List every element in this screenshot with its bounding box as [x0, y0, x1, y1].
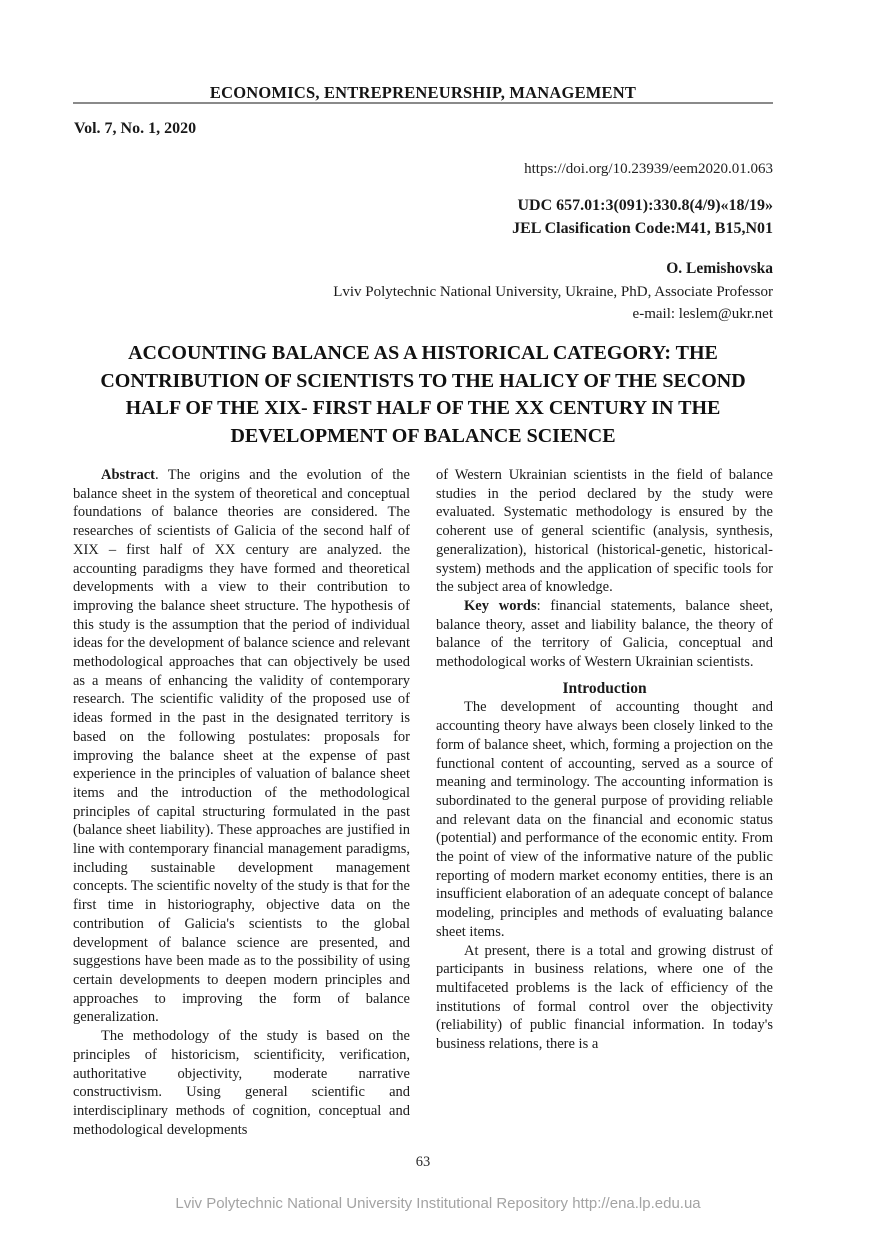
udc-code: UDC 657.01:3(091):330.8(4/9)«18/19»: [517, 197, 773, 214]
header-rule: [73, 102, 773, 104]
keywords-text: : financial statements, balance sheet, balance theory, asset and liability balance, the theory of balance of the territory of Galicia, conceptual and methodological works of Western Ukrainian scientists.: [436, 597, 773, 671]
journal-header: ECONOMICS, ENTREPRENEURSHIP, MANAGEMENT: [209, 83, 637, 102]
left-column: [73, 466, 410, 1139]
author-email: e-mail: leslem@ukr.net: [632, 306, 773, 322]
methodology-paragraph: The methodology of the study is based on the principles of historicism, scientificity, verification, authoritative objectivity, moderate narrative constructivism. Using general scientific and interdisciplinary methods of cognition, conceptual and methodological developments: [73, 1028, 410, 1138]
introduction-paragraph-2: At present, there is a total and growing distrust of participants in business relations, where one of the multifaceted problems is the lack of efficiency of the institutions of formal control over the objectivity (reliability) of public financial information. In today's business relations, there is a: [436, 942, 773, 1053]
author-name: O. Lemishovska: [666, 260, 773, 277]
body-columns: [73, 466, 773, 1139]
jel-code: JEL Clasification Code:M41, B15,N01: [512, 220, 773, 237]
right-column: [436, 466, 773, 1139]
abstract-paragraph: [73, 466, 410, 1027]
page-number: 63: [415, 1154, 431, 1170]
doi-link-text: https://doi.org/10.23939/eem2020.01.063: [524, 161, 773, 177]
classification-block: [73, 194, 773, 240]
article-title: ACCOUNTING BALANCE AS A HISTORICAL CATEGORY: THE CONTRIBUTION OF SCIENTISTS TO THE HALICY OF THE SECOND HALF OF THE XIX- FIRST HALF OF THE XX CENTURY IN THE DEVELOPMENT OF BALANCE SCIENCE: [100, 342, 746, 447]
author-affiliation: Lviv Polytechnic National University, Ukraine, PhD, Associate Professor: [333, 283, 773, 300]
keywords-paragraph: [436, 597, 773, 672]
keywords-label: Key words: [464, 597, 537, 614]
introduction-paragraph-1: The development of accounting thought and accounting theory have always been closely linked to the form of balance sheet, which, forming a projection on the functional content of accounting, served as a source of meaning and terminology. The accounting information is subordinated to the general purpose of providing reliable and relevant data on the financial and economic status (potential) and performance of the economic entity. From the point of view of the informative nature of the public reporting of modern market economy entities, there is an insufficient elaboration of an adequate concept of balance modeling, principles and methods of evaluating balance sheet items.: [436, 699, 773, 940]
abstract-label: Abstract: [101, 467, 155, 483]
repository-footer: Lviv Polytechnic National University Institutional Repository http://ena.lp.edu.ua: [175, 1195, 701, 1212]
author-block: [73, 258, 773, 326]
abstract-continuation-paragraph: of Western Ukrainian scientists in the field of balance studies in the period declared by the study were evaluated. Systematic methodology is ensured by the coherent use of general scientific (analysis, synthesis, generalization), historical (historical-genetic, historical-system) methods and the application of specific tools for the subject area of knowledge.: [436, 467, 773, 596]
introduction-heading: Introduction: [562, 679, 647, 697]
volume-issue-label: Vol. 7, No. 1, 2020: [74, 120, 197, 137]
abstract-text: . The origins and the evolution of the balance sheet in the system of theoretical and conceptual foundations of balance theories are considered. The researches of scientists of Galicia of the second half of XIX – first half of XX century are analyzed. the accounting paradigms they have formed and theoretical developments with a view to their contribution to improving the balance sheet structure. The hypothesis of this study is the assumption that the period of individual ideas for the development of balance science and relevant methodological approaches that can objectively be used as a means of enhancing the validity of contemporary research. The scientific validity of the proposed use of ideas formed in the past in the designated territory is based on the following postulates: proposals for improving the balance sheet at the expense of past experience in the principles of valuation of balance sheet items and the introduction of the methodological principles of capital structuring formulated in the past (balance sheet liability). These approaches are justified in line with contemporary financial management paradigms, including sustainable development management concepts. The scientific novelty of the study is that for the first time in historiography, objective data on the contribution of Galicia's scientists to the global development of balance science are presented, and suggestions have been made as to the possibility of using certain developments to deepen modern principles and approaches to improving the form of balance generalization.: [73, 467, 410, 1026]
